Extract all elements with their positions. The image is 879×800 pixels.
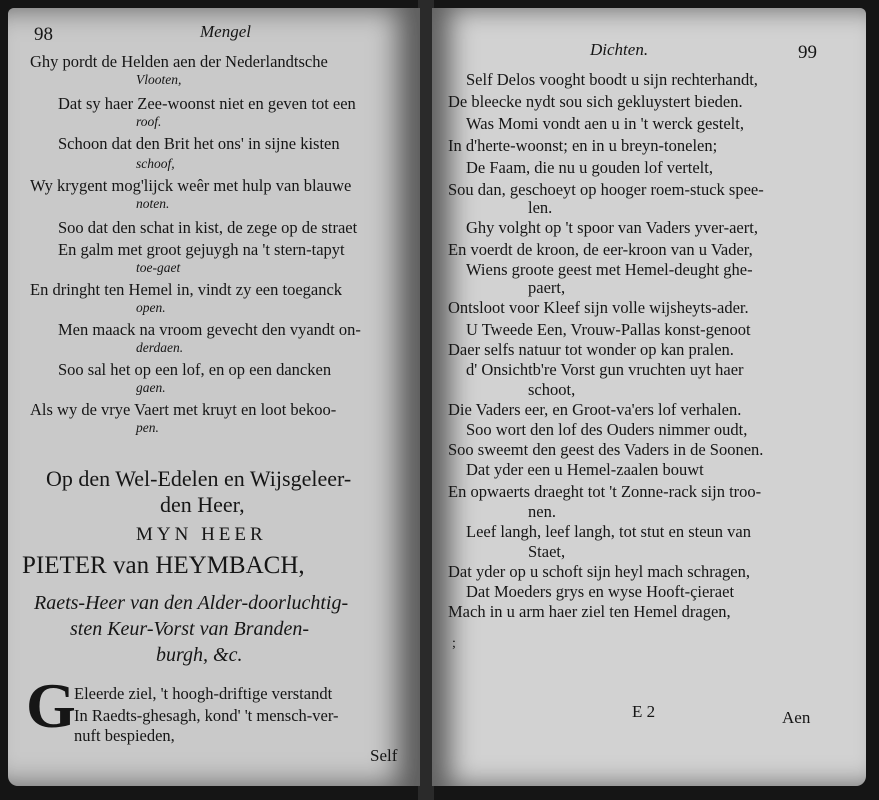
verse-line: En dringht ten Hemel in, vindt zy een toeganck (30, 280, 343, 299)
signature-mark: E 2 (632, 702, 656, 721)
right-page (432, 8, 866, 786)
verse-line: In d'herte-woonst; en in u breyn-tonelen; (448, 136, 718, 155)
body-line: In Raedts-ghesagh, kond' 't mensch-ver- (74, 706, 339, 725)
catchword: Self (370, 746, 398, 765)
verse-line: Dat Moeders grys en wyse Hooft-çieraet (466, 582, 735, 601)
verse-line: open. (136, 300, 166, 315)
verse-line: gaen. (136, 380, 166, 395)
verse-line: En opwaerts draeght tot 't Zonne-rack sijn troo- (448, 482, 762, 501)
verse-line: Soo sal het op een lof, en op een dancken (58, 360, 332, 379)
verse-line: Self Delos vooght boodt u sijn rechterhandt, (466, 70, 758, 89)
page-number: 99 (798, 42, 817, 63)
verse-line: De bleecke nydt sou sich gekluystert bieden. (448, 92, 743, 111)
verse-line: Men maack na vroom gevecht den vyandt on- (58, 320, 361, 339)
verse-line: Soo wort den lof des Ouders nimmer oudt, (466, 420, 748, 439)
poem-subtitle: burgh, &c. (156, 644, 243, 666)
verse-line: Soo sweemt den geest des Vaders in de Soonen. (448, 440, 764, 459)
poem-title: MYN HEER (136, 524, 267, 545)
left-page (8, 8, 420, 786)
verse-line: Soo dat den schat in kist, de zege op de straet (58, 218, 358, 237)
verse-line: Dat yder op u schoft sijn heyl mach schragen, (448, 562, 750, 581)
verse-line: Mach in u arm haer ziel ten Hemel dragen, (448, 602, 731, 621)
verse-line: roof. (136, 114, 162, 129)
catchword: Aen (782, 708, 811, 727)
verse-line: Ghy pordt de Helden aen der Nederlandtsche (30, 52, 328, 71)
verse-line: noten. (136, 196, 170, 211)
verse-line: toe-gaet (136, 260, 181, 275)
verse-line: schoof, (136, 156, 175, 171)
drop-cap: G (26, 670, 76, 741)
verse-line: Staet, (528, 542, 566, 561)
verse-line: Wiens groote geest met Hemel-deught ghe- (466, 260, 753, 279)
verse-line: Dat sy haer Zee-woonst niet en geven tot een (58, 94, 356, 113)
verse-line: derdaen. (136, 340, 184, 355)
verse-line: len. (528, 198, 553, 217)
verse-line: Was Momi vondt aen u in 't werck gestelt, (466, 114, 744, 133)
verse-line: Sou dan, geschoeyt op hooger roem-stuck spee- (448, 180, 764, 199)
verse-line: En galm met groot gejuygh na 't stern-tapyt (58, 240, 345, 259)
verse-line: U Tweede Een, Vrouw-Pallas konst-genoot (466, 320, 751, 339)
verse-line: De Faam, die nu u gouden lof vertelt, (466, 158, 713, 177)
verse-line: En voerdt de kroon, de eer-kroon van u Vader, (448, 240, 753, 259)
body-line: nuft bespieden, (74, 726, 175, 745)
poem-title: Op den Wel-Edelen en Wijsgeleer- (46, 466, 352, 491)
verse-line: Dat yder een u Hemel-zaalen bouwt (466, 460, 704, 479)
poem-title: den Heer, (160, 492, 245, 517)
verse-line: schoot, (528, 380, 576, 399)
verse-line: Die Vaders eer, en Groot-va'ers lof verhalen. (448, 400, 742, 419)
verse-line: Schoon dat den Brit het ons' in sijne kisten (58, 134, 340, 153)
page-number: 98 (34, 24, 53, 45)
verse-line: paert, (528, 278, 566, 297)
verse-line: Als wy de vrye Vaert met kruyt en loot bekoo- (30, 400, 337, 419)
poem-title: PIETER van HEYMBACH, (22, 552, 305, 579)
verse-line: Vlooten, (136, 72, 182, 87)
running-head: Mengel (200, 22, 251, 41)
verse-line: pen. (136, 420, 159, 435)
verse-line: Ghy volght op 't spoor van Vaders yver-aert, (466, 218, 758, 237)
verse-line: Leef langh, leef langh, tot stut en steun van (466, 522, 751, 541)
poem-subtitle: Raets-Heer van den Alder-doorluchtig- (34, 592, 349, 614)
verse-line: Daer selfs natuur tot wonder op kan pralen. (448, 340, 734, 359)
verse-line: d' Onsichtb're Vorst gun vruchten uyt haer (466, 360, 744, 379)
verse-line: Ontsloot voor Kleef sijn volle wijsheyts-ader. (448, 298, 749, 317)
running-head: Dichten. (590, 40, 649, 59)
ink-mark: ; (452, 636, 456, 651)
poem-subtitle: sten Keur-Vorst van Branden- (70, 618, 310, 640)
verse-line: Wy krygent mog'lijck weêr met hulp van blauwe (30, 176, 352, 195)
verse-line: nen. (528, 502, 556, 521)
body-line: Eleerde ziel, 't hoogh-driftige verstandt (74, 684, 333, 703)
